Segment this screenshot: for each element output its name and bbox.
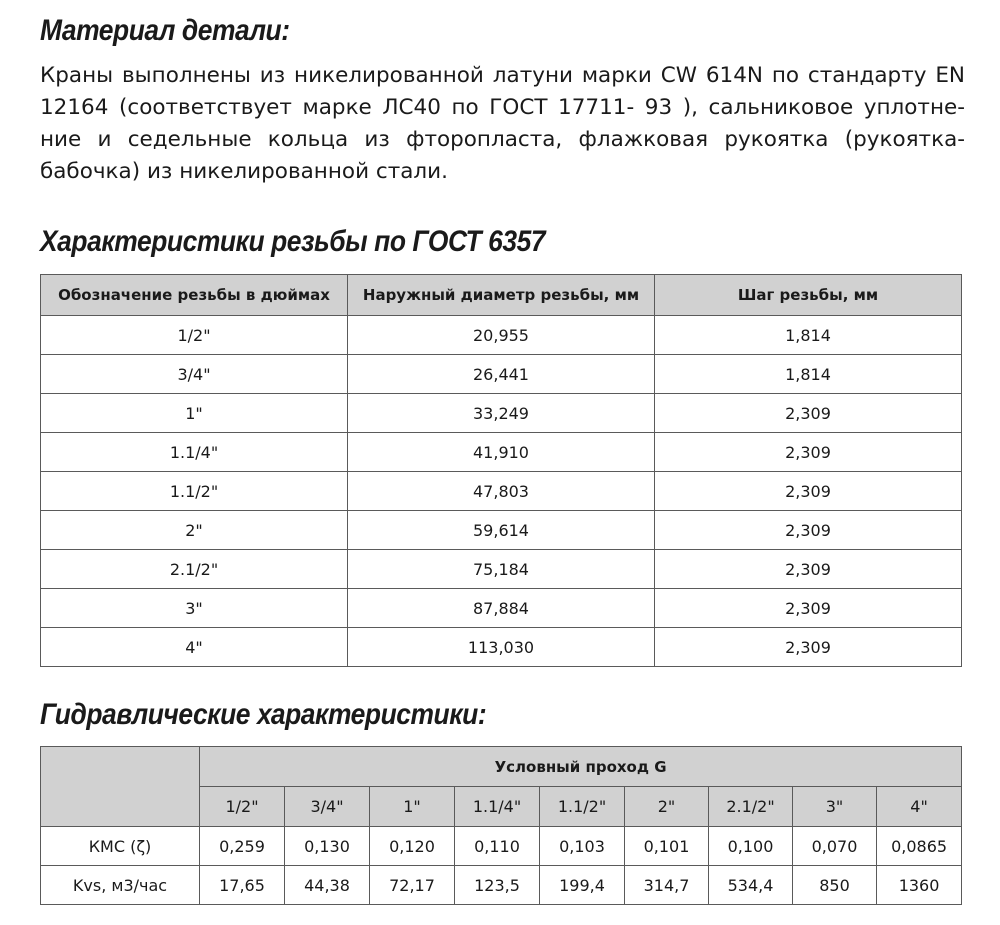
table-row <box>41 589 962 628</box>
table-row <box>41 433 962 472</box>
thread-diameter-cell: 41,910 <box>348 433 655 472</box>
thread-pitch-cell: 2,309 <box>655 433 962 472</box>
thread-header-designation: Обозначение резьбы в дюймах <box>41 275 348 316</box>
thread-pitch-cell: 2,309 <box>655 511 962 550</box>
hydraulic-group-header: Условный проход G <box>200 747 962 787</box>
thread-pitch-cell: 1,814 <box>655 316 962 355</box>
thread-diameter-cell: 47,803 <box>348 472 655 511</box>
thread-pitch-cell: 1,814 <box>655 355 962 394</box>
thread-diameter-cell: 59,614 <box>348 511 655 550</box>
hydraulic-size-header: 1.1/4" <box>455 787 540 827</box>
hydraulic-value-cell: 850 <box>793 866 877 905</box>
hydraulic-value-cell: 0,101 <box>625 827 709 866</box>
thread-size-cell: 1" <box>41 394 348 433</box>
thread-pitch-cell: 2,309 <box>655 628 962 667</box>
thread-diameter-cell: 26,441 <box>348 355 655 394</box>
thread-size-cell: 3/4" <box>41 355 348 394</box>
thread-diameter-cell: 33,249 <box>348 394 655 433</box>
material-line-1: Краны выполнены из никелированной латуни марки CW 614N по стандарту <box>40 63 927 88</box>
hydraulic-size-header: 2" <box>625 787 709 827</box>
table-row <box>41 355 962 394</box>
hydraulic-value-cell: 534,4 <box>709 866 793 905</box>
hydraulic-value-cell: 0,103 <box>540 827 625 866</box>
hydraulic-value-cell: 0,130 <box>285 827 370 866</box>
hydraulic-corner-cell <box>41 747 200 827</box>
thread-size-cell: 2.1/2" <box>41 550 348 589</box>
hydraulic-value-cell: 0,259 <box>200 827 285 866</box>
material-heading: Материал детали: <box>40 14 290 47</box>
thread-pitch-cell: 2,309 <box>655 550 962 589</box>
thread-diameter-cell: 113,030 <box>348 628 655 667</box>
hydraulic-value-cell: 72,17 <box>370 866 455 905</box>
hydraulic-value-cell: 0,070 <box>793 827 877 866</box>
table-row <box>41 316 962 355</box>
hydraulic-value-cell: 0,120 <box>370 827 455 866</box>
table-row <box>41 827 962 866</box>
hydraulic-size-header: 4" <box>877 787 962 827</box>
table-row <box>41 866 962 905</box>
hydraulic-size-header: 3/4" <box>285 787 370 827</box>
thread-diameter-cell: 87,884 <box>348 589 655 628</box>
table-row <box>41 472 962 511</box>
hydraulic-value-cell: 0,0865 <box>877 827 962 866</box>
hydraulic-heading: Гидравлические характеристики: <box>40 698 487 731</box>
thread-header-diameter: Наружный диаметр резьбы, мм <box>348 275 655 316</box>
hydraulic-value-cell: 123,5 <box>455 866 540 905</box>
material-line-3: ние и седельные кольца из фторопласта, флажковая рукоятка (рукоятка-бабочка) <box>40 127 965 184</box>
hydraulic-value-cell: 0,100 <box>709 827 793 866</box>
hydraulic-size-header: 2.1/2" <box>709 787 793 827</box>
hydraulic-value-cell: 44,38 <box>285 866 370 905</box>
hydraulic-value-cell: 1360 <box>877 866 962 905</box>
thread-size-cell: 1/2" <box>41 316 348 355</box>
hydraulic-group-row <box>41 747 962 787</box>
thread-diameter-cell: 20,955 <box>348 316 655 355</box>
material-paragraph <box>40 60 965 188</box>
thread-pitch-cell: 2,309 <box>655 589 962 628</box>
hydraulic-row-label: Kvs, м3/час <box>41 866 200 905</box>
thread-size-cell: 1.1/2" <box>41 472 348 511</box>
hydraulic-size-header: 1.1/2" <box>540 787 625 827</box>
hydraulic-value-cell: 314,7 <box>625 866 709 905</box>
thread-size-cell: 1.1/4" <box>41 433 348 472</box>
hydraulic-size-header: 3" <box>793 787 877 827</box>
hydraulic-size-header: 1" <box>370 787 455 827</box>
table-row <box>41 394 962 433</box>
table-row <box>41 628 962 667</box>
thread-header-pitch: Шаг резьбы, мм <box>655 275 962 316</box>
thread-heading: Характеристики резьбы по ГОСТ 6357 <box>40 225 546 258</box>
hydraulic-value-cell: 0,110 <box>455 827 540 866</box>
material-line-4: из никелированной стали. <box>146 159 448 184</box>
material-line-2: EN 12164 (соответствует марке ЛС40 по ГОСТ 17711- 93 ), сальниковое уплотне- <box>40 63 965 120</box>
hydraulic-size-header: 1/2" <box>200 787 285 827</box>
table-row <box>41 511 962 550</box>
hydraulic-row-label: КМС (ζ) <box>41 827 200 866</box>
thread-pitch-cell: 2,309 <box>655 394 962 433</box>
thread-diameter-cell: 75,184 <box>348 550 655 589</box>
table-row <box>41 550 962 589</box>
thread-table <box>40 274 962 667</box>
thread-size-cell: 3" <box>41 589 348 628</box>
thread-header-row <box>41 275 962 316</box>
thread-size-cell: 2" <box>41 511 348 550</box>
hydraulic-table <box>40 746 962 905</box>
thread-size-cell: 4" <box>41 628 348 667</box>
thread-pitch-cell: 2,309 <box>655 472 962 511</box>
hydraulic-value-cell: 199,4 <box>540 866 625 905</box>
hydraulic-value-cell: 17,65 <box>200 866 285 905</box>
